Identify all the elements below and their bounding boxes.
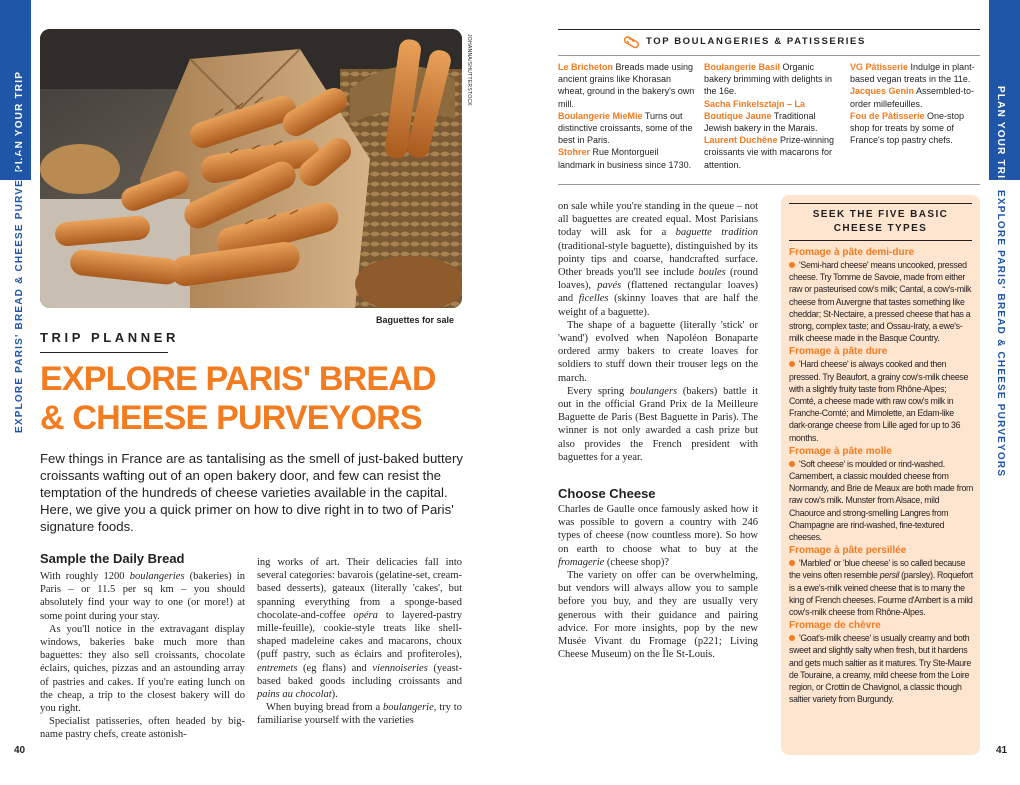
- cheese-section-heading: Choose Cheese: [558, 486, 656, 501]
- bullet-icon: [789, 461, 795, 467]
- baguette-icon: [622, 33, 640, 51]
- cheese-type-heading: Fromage à pâte demi-dure: [789, 247, 915, 258]
- cheese-type-text: 'Soft cheese' is moulded or rind-washed. Camembert, a classic moulded cheese from Normandy, and Brie de Meaux are both made from raw cow's milk. Munster from Alsace, mild Chaource and strong-smelling Langres from Champagne are rind-washed, fine-textured cheeses.: [789, 458, 974, 543]
- list-item: Stohrer Rue Montorgueil landmark in business since 1730.: [558, 147, 692, 170]
- page-title: [40, 360, 470, 438]
- title-line-1: EXPLORE PARIS' BREAD: [40, 360, 436, 398]
- body-column-3: [558, 200, 758, 464]
- top-list-column-2: [704, 61, 842, 171]
- paragraph: As you'll notice in the extravagant display windows, bakeries bake much more than baguettes: they also sell croissants, chocolate éclairs, quiches, pizzas and an astounding array of pastries and cakes. If you're eating lunch on the cheap, a trip to the closest bakery will do you right.: [40, 623, 245, 715]
- list-item: Boulangerie MieMie Turns out distinctive croissants, some of the best in Paris.: [558, 110, 693, 146]
- top-list-bottom-rule: [558, 184, 980, 185]
- body-column-1: [40, 570, 245, 742]
- body-column-3b: [558, 503, 758, 661]
- photo-credit: JOHANNA/SHUTTERSTOCK: [466, 34, 472, 107]
- list-item: Le Bricheton Breads made using ancient grains like Khorasan wheat, ground in the bakery's own mill.: [558, 62, 695, 109]
- box-title-rule: [789, 240, 972, 241]
- cheese-type-text: 'Hard cheese' is always cooked and then pressed. Try Beaufort, a grainy cow's-milk cheese with a slightly fruity taste from Rhône-Alpes; Comté, a cheese made with raw cow's milk in Franche-Comté; and Mimolette, an Edam-like dark-orange cheese from Lille aged for up to 36 months.: [789, 359, 969, 443]
- page-number-left: 40: [14, 745, 26, 756]
- list-item: Laurent Duchêne Prize-winning croissants vie with macarons for attention.: [704, 135, 835, 170]
- box-title-line-1: SEEK THE FIVE BASIC: [812, 209, 949, 220]
- list-item: Sacha Finkelsztajn – La Boutique Jaune Traditional Jewish bakery in the Marais.: [704, 98, 818, 134]
- box-title-line-2: CHEESE TYPES: [833, 223, 928, 234]
- paragraph: With roughly 1200 boulangeries (bakeries) in Paris – or 11.5 per sq km – you should absolutely find your way to one (or more!) at some point during your stay.: [40, 571, 245, 622]
- page-number-right: 41: [996, 745, 1008, 756]
- right-tab-label: PLAN YOUR TRIP: [995, 86, 1006, 188]
- bullet-icon: [789, 560, 795, 566]
- bullet-icon: [789, 361, 795, 367]
- bread-section-heading: Sample the Daily Bread: [40, 551, 185, 566]
- top-list-column-1: [558, 61, 696, 171]
- top-list-column-3: [850, 61, 980, 146]
- cheese-types-list: [789, 245, 974, 706]
- top-list-title: TOP BOULANGERIES & PATISSERIES: [646, 36, 866, 47]
- section-eyebrow: TRIP PLANNER: [40, 330, 180, 345]
- photo-caption: Baguettes for sale: [375, 315, 454, 325]
- cheese-type-heading: Fromage à pâte persillée: [789, 545, 907, 557]
- cheese-type-heading: Fromage à pâte dure: [789, 346, 888, 358]
- body-column-2: [257, 556, 462, 728]
- list-item: Boulangerie Basil Organic bakery brimming with delights in the 16e.: [704, 62, 833, 97]
- eyebrow-rule: [40, 352, 168, 353]
- bread-illustration: [40, 29, 462, 308]
- title-line-2: & CHEESE PURVEYORS: [40, 399, 422, 437]
- list-item: Jacques Genin Assembled-to-order millefeuilles.: [850, 86, 975, 109]
- right-running-head: EXPLORE PARIS' BREAD & CHEESE PURVEYORS: [995, 190, 1006, 478]
- top-list-subrule: [558, 55, 980, 56]
- cheese-type-heading: Fromage à pâte molle: [789, 445, 892, 457]
- cheese-type-text: 'Semi-hard cheese' means uncooked, pressed cheese. Try Tomme de Savoie, made from either raw or pasteurised cow's milk; Cantal, a cow's-milk cheese from Auvergne that tastes something like cheddar; St-Nectaire, a pressed cheese that has a strong, complex taste; and Ossau-Iraty, a ewe's-milk cheese made in the Basque Country.: [789, 260, 972, 344]
- paragraph: Every spring boulangers (bakers) battle it out in the official Grand Prix de la Meilleure Baguette de Paris (Best Baguette in Paris). The winner is not only awarded a cash prize but also provides the French president with baguettes for a year.: [558, 385, 758, 463]
- paragraph: ing works of art. Their delicacies fall into several categories: bavarois (gelatine-set, cream-based desserts), gateaux (literally 'cakes', but spanning everything from a sponge-based chocolate-and-coffee opéra to layered-pastry mille-feuille), cookie-style treats like shell-shaped madeleine cakes and macarons, choux (puff pastry, such as éclairs and profiteroles), entremets (eg flans) and viennoiseries (yeast-based baked goods including croissants and pains au chocolat).: [257, 557, 462, 701]
- top-list-rule: [558, 29, 980, 30]
- left-running-head: EXPLORE PARIS' BREAD & CHEESE PURVEYORS: [14, 145, 25, 433]
- baguettes-photo: [40, 29, 462, 308]
- paragraph: Charles de Gaulle once famously asked how it was possible to govern a country with 246 types of cheese (now countless more). So how on earth to choose what to buy at the fromagerie (cheese shop)?: [558, 504, 758, 568]
- cheese-type-text: 'Goat's-milk cheese' is usually creamy and both sweet and slightly salty when fresh, but it hardens and gets much saltier as it matures. Try Ste-Maure de Touraine, a creamy, mild cheese from the Loire region, or Crottin de Chavignol, a classic though saltier variety from Burgundy.: [789, 633, 972, 705]
- left-tab-label: PLAN YOUR TRIP: [14, 70, 25, 172]
- bullet-icon: [789, 635, 795, 641]
- paragraph: Specialist patisseries, often headed by big-name pastry chefs, create astonish-: [40, 716, 245, 741]
- list-item: Fou de Pâtisserie One-stop shop for treats by some of France's top pastry chefs.: [850, 110, 965, 146]
- paragraph: The variety on offer can be overwhelming, but vendors will always allow you to sample before you buy, and they are usually very generous with their guidance and pairing advice. For more insights, pop by the new Musée Vivant du Fromage (p221; Living Cheese Museum) on the Île St-Louis.: [558, 570, 758, 661]
- paragraph: When buying bread from a boulangerie, try to familiarise yourself with the varieties: [257, 702, 462, 727]
- cheese-type-heading: Fromage de chèvre: [789, 620, 881, 632]
- paragraph: on sale while you're standing in the queue – not all baguettes are created equal. Most Parisians today will ask for a baguette tradition (traditional-style baguette), distinguished by its pointy tips and coarse, handcrafted surface. Other breads you'll see include boules (round loaves), pavés (flattened rectangular loaves) and ficelles (skinny loaves that are half the weight of a baguette).: [558, 201, 759, 318]
- box-title: [789, 208, 972, 236]
- bullet-icon: [789, 262, 795, 268]
- list-item: VG Pâtisserie Indulge in plant-based vegan treats in the 11e.: [850, 62, 975, 85]
- intro-paragraph: Few things in France are as tantalising as the smell of just-baked buttery croissants wafting out of an open bakery door, and few can resist the temptation of the hundreds of cheese varieties available in the capital. Here, we give you a quick primer on how to dive right in to two of Paris' signature foods.: [40, 451, 463, 534]
- box-top-rule: [789, 203, 972, 204]
- paragraph: The shape of a baguette (literally 'stick' or 'wand') evolved when Napoléon Bonaparte ordered army bakers to create loaves for soldiers to stuff down their trouser legs on the march.: [558, 319, 758, 384]
- cheese-type-text: 'Marbled' or 'blue cheese' is so called because the veins often resemble persil (parsley). Roquefort is a ewe's-milk veined cheese that is to many the king of French cheeses. Fourme d'Ambert is a mild cow's-milk cheese from Rhône-Alpes.: [789, 558, 973, 618]
